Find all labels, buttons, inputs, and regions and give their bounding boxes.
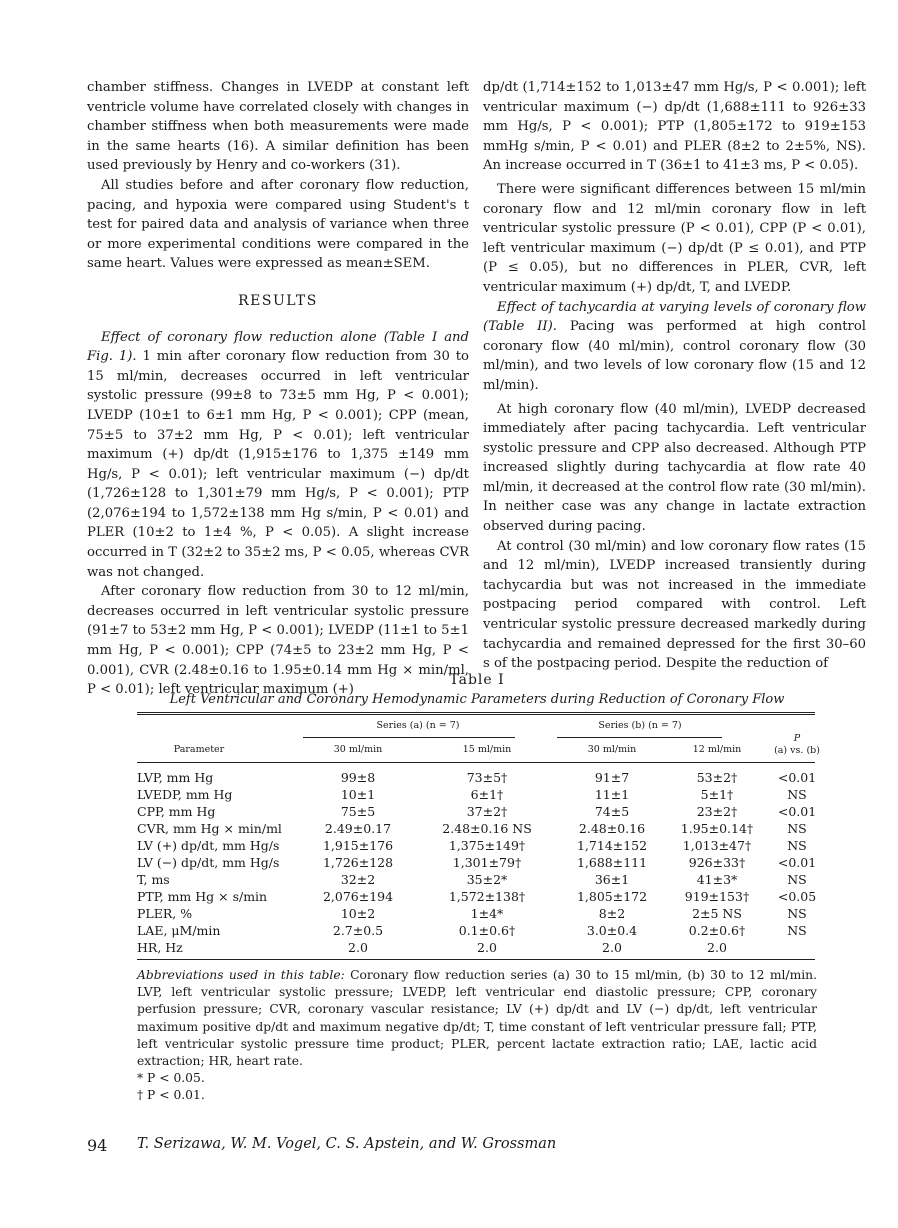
cell-b2: 23±2†: [696, 804, 738, 819]
table-row: [137, 855, 815, 872]
cell-b1: 3.0±0.4: [586, 923, 638, 938]
cell-p: NS: [787, 787, 807, 802]
cell-b1: 74±5: [594, 804, 630, 819]
cell-parameter: CPP, mm Hg: [137, 804, 216, 819]
table-caption: Left Ventricular and Coronary Hemodynamic Parameters during Reduction of Coronary Flow: [169, 692, 785, 707]
cell-b2: 2.0: [707, 940, 727, 955]
cell-a1: 10±1: [340, 787, 376, 802]
cell-parameter: LV (+) dp/dt, mm Hg/s: [137, 838, 280, 853]
page-footer: [87, 1136, 557, 1155]
cell-b1: 91±7: [594, 770, 630, 785]
cell-a2: 1,375±149†: [448, 838, 526, 853]
series-a-header: Series (a) (n = 7): [376, 720, 460, 731]
cell-b1: 1,688±111: [576, 855, 648, 870]
cell-p: NS: [787, 838, 807, 853]
table-row: [137, 889, 815, 906]
table-row: [137, 906, 815, 923]
cell-p: NS: [787, 872, 807, 887]
cell-a2: 1,572±138†: [448, 889, 526, 904]
cell-parameter: LVEDP, mm Hg: [137, 787, 233, 802]
cell-a2: 37±2†: [466, 804, 508, 819]
cell-a1: 1,726±128: [322, 855, 394, 870]
cell-a1: 32±2: [340, 872, 376, 887]
subsection-lead: Effect of tachycardia at varying levels of coronary flow (Table II).: [483, 299, 866, 335]
table-row: [137, 787, 815, 804]
cell-p: <0.01: [777, 855, 817, 870]
cell-parameter: PTP, mm Hg × s/min: [137, 889, 268, 904]
header-a2: 15 ml/min: [462, 744, 512, 755]
section-heading: RESULTS: [238, 292, 318, 309]
table-row: [137, 940, 815, 957]
cell-a1: 10±2: [340, 906, 376, 921]
cell-b1: 1,805±172: [576, 889, 648, 904]
cell-a2: 1,301±79†: [452, 855, 522, 870]
cell-a2: 6±1†: [470, 787, 504, 802]
table-title: Table I: [449, 672, 505, 688]
cell-parameter: HR, Hz: [137, 940, 183, 955]
cell-a1: 2,076±194: [322, 889, 394, 904]
page-number: 94: [87, 1136, 108, 1155]
cell-b1: 8±2: [598, 906, 626, 921]
cell-a1: 2.7±0.5: [332, 923, 384, 938]
header-p-sub: (a) vs. (b): [774, 745, 820, 756]
cell-a1: 99±8: [340, 770, 376, 785]
left-column: [87, 78, 469, 700]
subsection-lead: Effect of coronary flow reduction alone (Table I and Fig. 1).: [87, 329, 469, 365]
table-row: [137, 838, 815, 855]
cell-a2: 2.0: [477, 940, 497, 955]
cell-p: NS: [787, 906, 807, 921]
body-paragraph: All studies before and after coronary flow reduction, pacing, and hypoxia were compared using Student's t test for paired data and analysis of variance when three or more experimental conditions were compared in the same heart. Values were expressed as mean±SEM.: [87, 177, 469, 272]
header-a1: 30 ml/min: [333, 744, 383, 755]
cell-b1: 2.0: [602, 940, 622, 955]
cell-p: <0.05: [777, 889, 817, 904]
header-p: P: [793, 733, 801, 744]
series-a-rule: [303, 737, 515, 738]
cell-a2: 2.48±0.16 NS: [442, 821, 532, 836]
series-b-header: Series (b) (n = 7): [598, 720, 682, 731]
cell-b2: 1,013±47†: [682, 838, 752, 853]
header-parameter: Parameter: [173, 744, 225, 755]
series-b-rule: [557, 737, 722, 738]
footnote: † P < 0.01.: [137, 1088, 205, 1103]
cell-parameter: LAE, μM/min: [137, 923, 221, 938]
cell-p: <0.01: [777, 770, 817, 785]
cell-a1: 75±5: [340, 804, 376, 819]
table-row: [137, 804, 815, 821]
cell-parameter: CVR, mm Hg × min/ml: [137, 821, 282, 836]
body-paragraph: There were significant differences between 15 ml/min coronary flow and 12 ml/min coronary flow in left ventricular systolic pressure (P < 0.01), CPP (P < 0.01), left ventricular maximum (−) dp/dt (P ≤ 0.01), and PTP (P ≤ 0.05), but no differences in PLER, CVR, left ventricular maximum (+) dp/dt, T, and LVEDP.: [483, 181, 866, 295]
table-row: [137, 923, 815, 940]
cell-p: NS: [787, 923, 807, 938]
cell-a2: 0.1±0.6†: [458, 923, 516, 938]
cell-b1: 2.48±0.16: [578, 821, 646, 836]
running-authors: T. Serizawa, W. M. Vogel, C. S. Apstein, and W. Grossman: [137, 1136, 557, 1152]
cell-b2: 41±3*: [696, 872, 738, 887]
cell-parameter: LVP, mm Hg: [137, 770, 214, 785]
body-paragraph: At control (30 ml/min) and low coronary flow rates (15 and 12 ml/min), LVEDP increased transiently during tachycardia but was not increased in the immediate postpacing period compared with control. Left ventricular systolic pressure decreased markedly during tachycardia and remained depressed for the first 30–60 s of the postpacing period. Despite the reduction of: [483, 538, 866, 672]
cell-a2: 73±5†: [466, 770, 508, 785]
cell-b2: 2±5 NS: [692, 906, 742, 921]
body-paragraph: Effect of coronary flow reduction alone (Table I and Fig. 1). 1 min after coronary flow reduction from 30 to 15 ml/min, decreases occurred in left ventricular systolic pressure (99±8 to 73±5 mm Hg, P < 0.001); LVEDP (10±1 to 6±1 mm Hg, P < 0.001); CPP (mean, 75±5 to 37±2 mm Hg, P < 0.01); left ventricular maximum (+) dp/dt (1,915±176 to 1,375 ±149 mm Hg/s, P < 0.01); left ventricular maximum (−) dp/dt (1,726±128 to 1,301±79 mm Hg/s, P < 0.001); PTP (2,076±194 to 1,572±138 mm Hg s/min, P < 0.01) and PLER (10±2 to 1±4 %, P < 0.05). A slight increase occurred in T (32±2 to 35±2 ms, P < 0.05, whereas CVR was not changed.: [87, 329, 469, 580]
cell-b2: 0.2±0.6†: [688, 923, 746, 938]
footnote: * P < 0.05.: [137, 1071, 205, 1086]
body-paragraph: dp/dt (1,714±152 to 1,013±47 mm Hg/s, P < 0.001); left ventricular maximum (−) dp/dt (1,688±111 to 926±33 mm Hg/s, P < 0.001); PTP (1,805±172 to 919±153 mmHg s/min, P < 0.01) and PLER (8±2 to 2±5%, NS). An increase occurred in T (36±1 to 41±3 ms, P < 0.05).: [483, 80, 866, 174]
cell-b2: 53±2†: [696, 770, 738, 785]
cell-a2: 35±2*: [466, 872, 508, 887]
abbreviations: Abbreviations used in this table: Coronary flow reduction series (a) 30 to 15 ml/min, (b) 30 to 12 ml/min. LVP, left ventricular systolic pressure; LVEDP, left ventricular end diastolic pressure; CPP, coronary perfusion pressure; CVR, coronary vascular resistance; LV (+) dp/dt and LV (−) dp/dt, left ventricular maximum positive dp/dt and maximum negative dp/dt; T, time constant of left ventricular pressure fall; PTP, left ventricular systolic pressure time product; PLER, percent lactate extraction ratio; LAE, lactic acid extraction; HR, heart rate.: [137, 968, 818, 1069]
table-row: [137, 770, 815, 787]
cell-b1: 36±1: [594, 872, 630, 887]
cell-b2: 5±1†: [700, 787, 734, 802]
table-header-rule: [137, 762, 815, 763]
right-column: [483, 78, 866, 674]
cell-p: <0.01: [777, 804, 817, 819]
table-bottom-rule: [137, 959, 815, 960]
cell-b2: 1.95±0.14†: [680, 821, 754, 836]
table-row: [137, 872, 815, 889]
table-top-rule: [137, 712, 815, 713]
cell-a2: 1±4*: [470, 906, 504, 921]
cell-a1: 2.0: [348, 940, 368, 955]
cell-parameter: T, ms: [137, 872, 170, 887]
cell-a1: 2.49±0.17: [324, 821, 392, 836]
cell-b1: 11±1: [594, 787, 630, 802]
table-notes: [137, 967, 817, 1105]
abbreviations-lead: Abbreviations used in this table:: [137, 968, 345, 982]
body-paragraph: After coronary flow reduction from 30 to 12 ml/min, decreases occurred in left ventricular systolic pressure (91±7 to 53±2 mm Hg, P < 0.001); LVEDP (11±1 to 5±1 mm Hg, P < 0.001); CPP (74±5 to 23±2 mm Hg, P < 0.001), CVR (2.48±0.16 to 1.95±0.14 mm Hg × min/ml, P < 0.01); left ventricular maximum (+): [87, 584, 469, 698]
cell-b2: 926±33†: [688, 855, 746, 870]
body-paragraph: Effect of tachycardia at varying levels of coronary flow (Table II). Pacing was performed at high control coronary flow (40 ml/min), control coronary flow (30 ml/min), and two levels of low coronary flow (15 and 12 ml/min).: [483, 299, 866, 393]
table-top-rule: [137, 714, 815, 715]
body-paragraph: chamber stiffness. Changes in LVEDP at constant left ventricle volume have correlated closely with changes in chamber stiffness when both measurements were made in the same hearts (16). A similar definition has been used previously by Henry and co-workers (31).: [87, 80, 469, 174]
cell-parameter: LV (−) dp/dt, mm Hg/s: [137, 855, 280, 870]
cell-b2: 919±153†: [684, 889, 750, 904]
header-b2: 12 ml/min: [692, 744, 742, 755]
header-b1: 30 ml/min: [587, 744, 637, 755]
cell-parameter: PLER, %: [137, 906, 193, 921]
cell-b1: 1,714±152: [576, 838, 648, 853]
table-row: [137, 821, 815, 838]
cell-a1: 1,915±176: [322, 838, 394, 853]
body-paragraph: At high coronary flow (40 ml/min), LVEDP decreased immediately after pacing tachycardia. Left ventricular systolic pressure and CPP also decreased. Although PTP increased slightly during tachycardia at flow rate 40 ml/min, it decreased at the control flow rate (30 ml/min). In neither case was any change in lactate extraction observed during pacing.: [483, 401, 866, 535]
cell-p: NS: [787, 821, 807, 836]
